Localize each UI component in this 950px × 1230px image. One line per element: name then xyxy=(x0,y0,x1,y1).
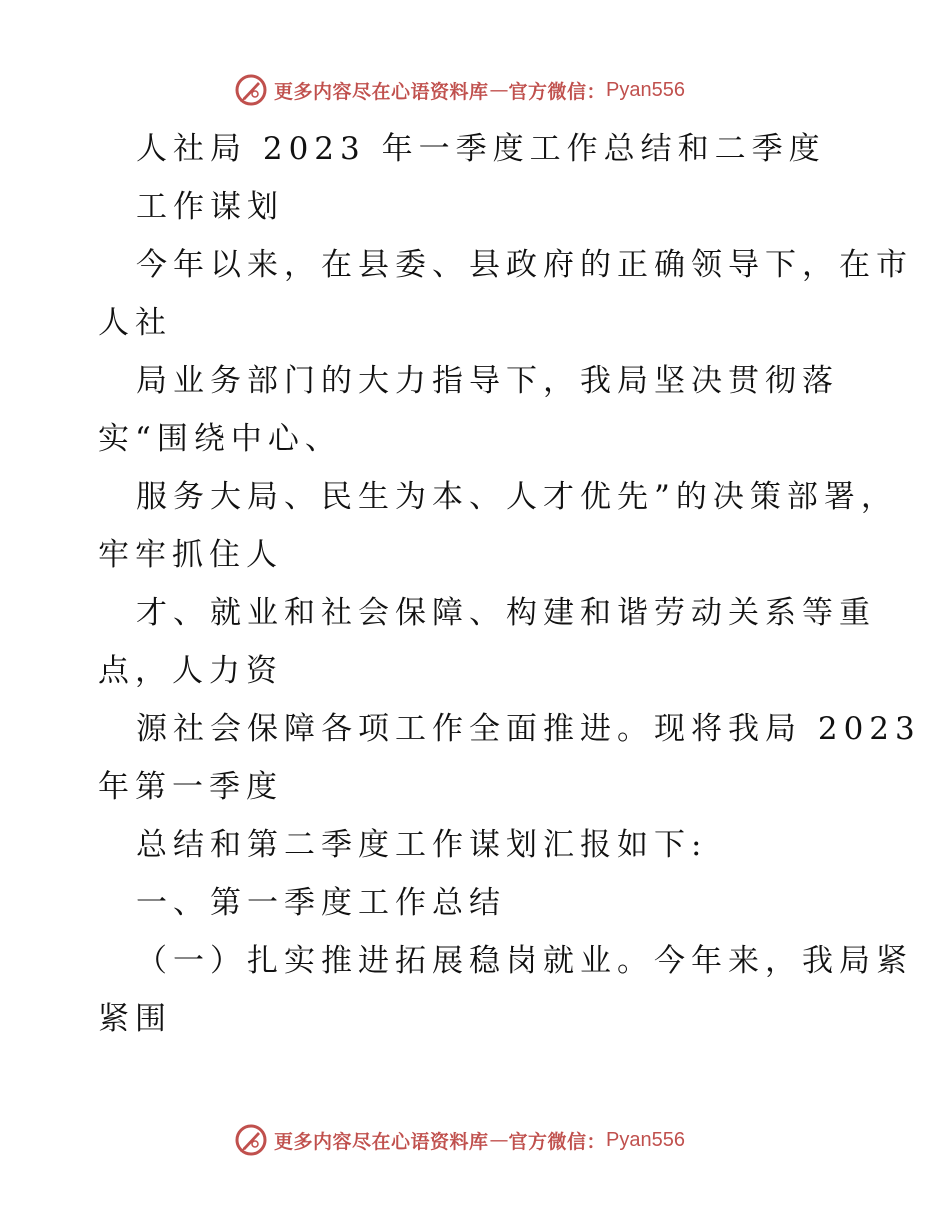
doc-text-line: 今年以来，在县委、县政府的正确领导下，在市 xyxy=(136,247,913,283)
quill-logo-icon xyxy=(234,73,268,107)
banner-separator: — xyxy=(489,1129,509,1151)
section-heading: 一、第一季度工作总结 xyxy=(136,885,506,921)
banner-separator: — xyxy=(489,79,509,101)
doc-text-line: 紧围 xyxy=(98,1001,172,1037)
doc-title-line-2: 工作谋划 xyxy=(136,189,284,225)
subsection-line: （一）扎实推进拓展稳岗就业。今年来，我局紧 xyxy=(136,943,913,979)
doc-title-line-1: 人社局 2023 年一季度工作总结和二季度 xyxy=(136,131,826,167)
banner-wechat-id: Pyan556 xyxy=(606,1128,685,1151)
header-banner xyxy=(234,70,794,110)
doc-text-line: 源社会保障各项工作全面推进。现将我局 2023 xyxy=(136,711,921,747)
banner-wechat-label: 官方微信： xyxy=(508,1130,607,1153)
doc-text-line: 服务大局、民生为本、人才优先”的决策部署， xyxy=(136,479,898,515)
doc-text-line: 才、就业和社会保障、构建和谐劳动关系等重 xyxy=(136,595,876,631)
quill-logo-icon xyxy=(234,1123,268,1157)
banner-wechat-id: Pyan556 xyxy=(606,78,685,101)
doc-text-line: 牢牢抓住人 xyxy=(98,537,283,573)
document-body xyxy=(98,120,921,1048)
banner-wechat-label: 官方微信： xyxy=(508,80,607,103)
doc-text-line: 点，人力资 xyxy=(98,653,283,689)
doc-text-line: 年第一季度 xyxy=(98,769,283,805)
banner-text: 更多内容尽在心语资料库 xyxy=(274,1130,489,1153)
doc-text-line: 局业务部门的大力指导下，我局坚决贯彻落 xyxy=(136,363,839,399)
doc-text-line: 人社 xyxy=(98,305,172,341)
doc-text-line: 实“围绕中心、 xyxy=(98,421,342,457)
footer-banner xyxy=(234,1120,794,1160)
doc-text-line: 总结和第二季度工作谋划汇报如下: xyxy=(136,827,708,863)
banner-text: 更多内容尽在心语资料库 xyxy=(274,80,489,103)
